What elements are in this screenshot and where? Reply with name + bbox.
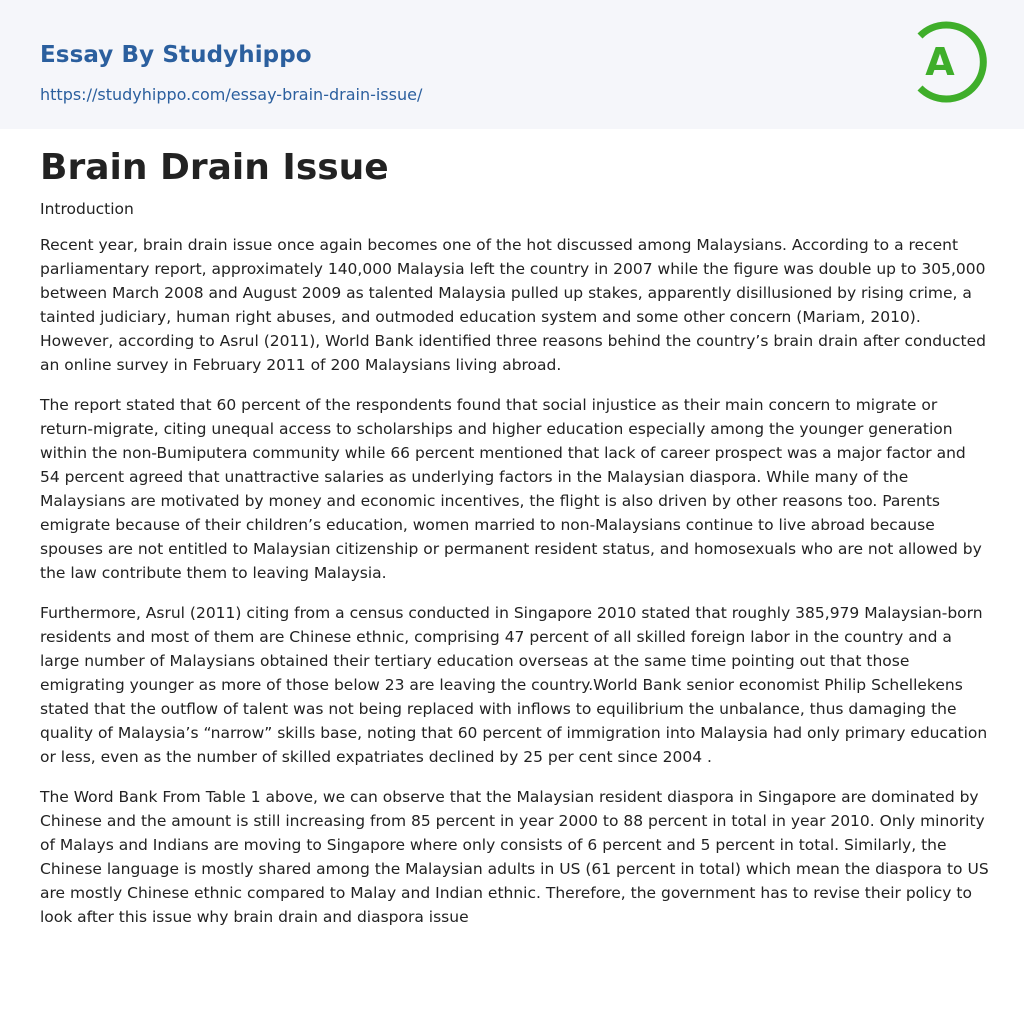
essay-paragraph: Furthermore, Asrul (2011) citing from a census conducted in Singapore 2010 stated that roughly 385,979 Malaysian-born residents and most of them are Chinese ethnic, comprising 47 percent of all skilled foreign labor in the country and a large number of Malaysians obtained their tertiary education overseas at the same time pointing out that those emigrating younger as more of those below 23 are leaving the country.World Bank senior economist Philip Schellekens stated that the outflow of talent was not being replaced with inflows to equilibrium the unbalance, thus damaging the quality of Malaysia’s “narrow” skills base, noting that 60 percent of immigration into Malaysia had only primary education or less, even as the number of skilled expatriates declined by 25 per cent since 2004 . [40, 604, 988, 766]
site-header [0, 0, 1024, 129]
essay-paragraph: Recent year, brain drain issue once again becomes one of the hot discussed among Malaysians. According to a recent parliamentary report, approximately 140,000 Malaysia left the country in 2007 while the figure was double up to 305,000 between March 2008 and August 2009 as talented Malaysia pulled up stakes, apparently disillusioned by rising crime, a tainted judiciary, human right abuses, and outmoded education system and some other concern (Mariam, 2010). However, according to Asrul (2011), World Bank identified three reasons behind the country’s brain drain after conducted an online survey in February 2011 of 200 Malaysians living abroad. [40, 236, 986, 374]
essay-paragraph: The report stated that 60 percent of the respondents found that social injustice as their main concern to migrate or return-migrate, citing unequal access to scholarships and higher education especially among the younger generation within the non-Bumiputera community while 66 percent mentioned that lack of career prospect was a major factor and 54 percent agreed that unattractive salaries as underlying factors in the Malaysian diaspora. While many of the Malaysians are motivated by money and economic incentives, the flight is also driven by other reasons too. Parents emigrate because of their children’s education, women married to non-Malaysians continue to live abroad because spouses are not entitled to Malaysian citizenship or permanent resident status, and homosexuals who are not allowed by the law contribute them to leaving Malaysia. [40, 396, 982, 582]
studyhippo-logo-icon[interactable] [912, 18, 988, 106]
logo-letter: A [925, 40, 955, 84]
site-brand[interactable]: Essay By Studyhippo [40, 42, 312, 68]
section-label: Introduction [40, 200, 134, 218]
essay-url-link[interactable]: https://studyhippo.com/essay-brain-drain-issue/ [40, 85, 423, 104]
essay-paragraph: The Word Bank From Table 1 above, we can observe that the Malaysian resident diaspora in Singapore are dominated by Chinese and the amount is still increasing from 85 percent in year 2000 to 88 percent in total in year 2010. Only minority of Malays and Indians are moving to Singapore where only consists of 6 percent and 5 percent in total. Similarly, the Chinese language is mostly shared among the Malaysian adults in US (61 percent in total) which mean the diaspora to US are mostly Chinese ethnic compared to Malay and Indian ethnic. Therefore, the government has to revise their policy to look after this issue why brain drain and diaspora issue [40, 788, 989, 926]
essay-title: Brain Drain Issue [40, 147, 389, 188]
essay-body [40, 197, 990, 945]
